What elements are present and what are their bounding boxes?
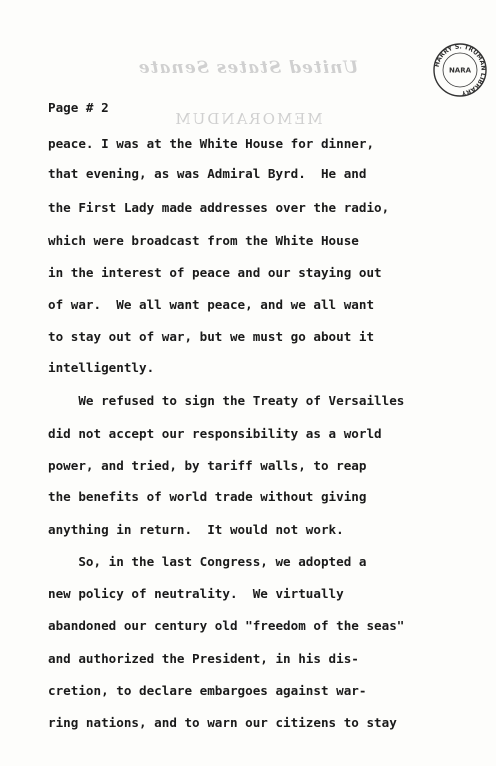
text-line: So, in the last Congress, we adopted a (48, 554, 367, 569)
text-line: the First Lady made addresses over the radio, (48, 200, 390, 215)
truman-library-seal-icon (432, 42, 488, 98)
text-line: that evening, as was Admiral Byrd. He and (48, 166, 367, 181)
text-line: which were broadcast from the White House (48, 233, 359, 248)
text-line: anything in return. It would not work. (48, 522, 344, 537)
text-line: new policy of neutrality. We virtually (48, 586, 344, 601)
text-line: ring nations, and to warn our citizens to stay (48, 715, 397, 730)
text-line: the benefits of world trade without giving (48, 489, 367, 504)
memorandum-watermark: MEMORANDUM (173, 110, 323, 128)
text-line: and authorized the President, in his dis- (48, 651, 359, 666)
text-line: intelligently. (48, 360, 155, 375)
text-line: to stay out of war, but we must go about it (48, 329, 375, 344)
seal-ring-text: HARRY S. TRUMAN LIBRARY (433, 43, 487, 97)
senate-letterhead-watermark: United States Senate (137, 58, 359, 78)
text-line: of war. We all want peace, and we all want (48, 297, 375, 312)
text-line: abandoned our century old "freedom of the seas" (48, 618, 405, 633)
text-line: cretion, to declare embargoes against war- (48, 683, 367, 698)
page-label: Page # 2 (48, 100, 109, 115)
text-line: in the interest of peace and our staying out (48, 265, 382, 280)
seal-center-text: NARA (448, 66, 472, 75)
text-line: We refused to sign the Treaty of Versailles (48, 393, 405, 408)
text-line: did not accept our responsibility as a world (48, 426, 382, 441)
text-line: power, and tried, by tariff walls, to reap (48, 458, 367, 473)
text-line: peace. I was at the White House for dinner, (48, 136, 375, 151)
